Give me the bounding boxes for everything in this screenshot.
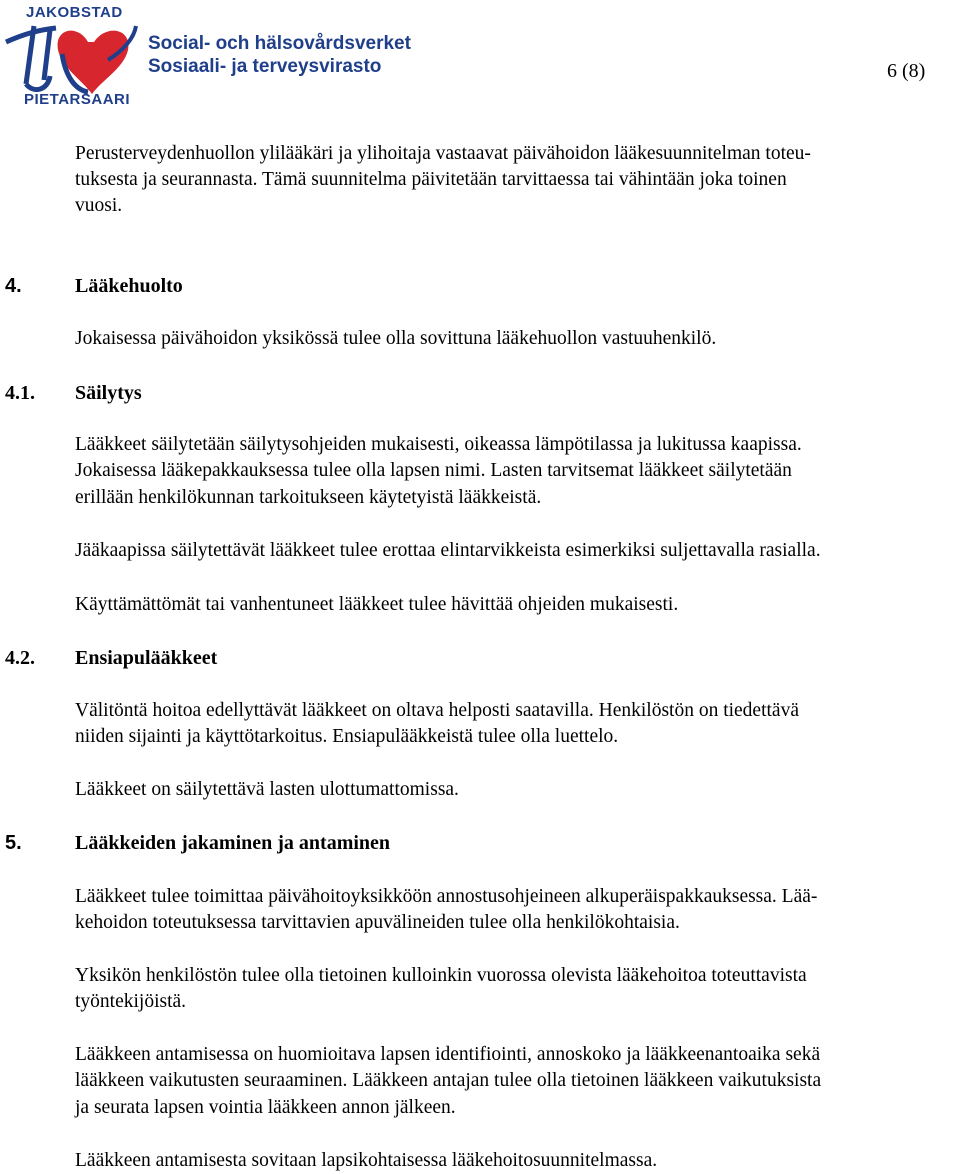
section-heading: Säilytys bbox=[75, 382, 142, 404]
section-heading: Ensiapulääkkeet bbox=[75, 647, 218, 669]
logo-emblem-icon bbox=[4, 20, 138, 98]
text-line: Lääkkeet tulee toimittaa päivähoitoyksikköön annostusohjeineen alkuperäispakkauksessa. Lää- bbox=[75, 886, 818, 907]
section-heading: Lääkkeiden jakaminen ja antaminen bbox=[75, 832, 391, 854]
section-number: 4.2. bbox=[5, 647, 35, 669]
logo-line-finnish: Sosiaali- ja terveysvirasto bbox=[148, 56, 382, 77]
logo-line-swedish: Social- och hälsovårdsverket bbox=[148, 33, 411, 54]
text-line: ja seurata lapsen vointia lääkkeen annon jälkeen. bbox=[75, 1097, 456, 1118]
text-line: Jokaisessa päivähoidon yksikössä tulee olla sovittuna lääkehuollon vastuuhenkilö. bbox=[75, 328, 717, 349]
text-line: Välitöntä hoitoa edellyttävät lääkkeet on oltava helposti saatavilla. Henkilöstön on tiedettävä bbox=[75, 700, 799, 721]
section-number: 4. bbox=[5, 275, 22, 297]
text-line: niiden sijainti ja käyttötarkoitus. Ensiapulääkkeistä tulee olla luettelo. bbox=[75, 726, 619, 747]
text-line: tuksesta ja seurannasta. Tämä suunnitelma päivitetään tarvittaessa tai vähintään joka toinen bbox=[75, 169, 787, 190]
text-line: Jokaisessa lääkepakkauksessa tulee olla lapsen nimi. Lasten tarvitsemat lääkkeet säilytetään bbox=[75, 460, 792, 481]
text-line: Käyttämättömät tai vanhentuneet lääkkeet tulee hävittää ohjeiden mukaisesti. bbox=[75, 594, 679, 615]
text-line: Yksikön henkilöstön tulee olla tietoinen kulloinkin vuorossa olevista lääkehoitoa toteuttavista bbox=[75, 965, 807, 986]
text-line: erillään henkilökunnan tarkoitukseen käytetyistä lääkkeistä. bbox=[75, 487, 542, 508]
text-line: Perusterveydenhuollon ylilääkäri ja ylihoitaja vastaavat päivähoidon lääkesuunnitelman toteu- bbox=[75, 143, 811, 164]
section-number: 5. bbox=[5, 832, 22, 854]
section-heading: Lääkehuolto bbox=[75, 275, 183, 297]
text-line: Jääkaapissa säilytettävät lääkkeet tulee erottaa elintarvikkeista esimerkiksi suljettavalla rasialla. bbox=[75, 540, 821, 561]
text-line: Lääkkeet säilytetään säilytysohjeiden mukaisesti, oikeassa lämpötilassa ja lukitussa kaapissa. bbox=[75, 434, 802, 455]
text-line: lääkkeen vaikutusten seuraaminen. Lääkkeen antajan tulee olla tietoinen lääkkeen vaikutuksista bbox=[75, 1070, 822, 1091]
section-number: 4.1. bbox=[5, 382, 35, 404]
text-line: Lääkkeen antamisesta sovitaan lapsikohtaisessa lääkehoitosuunnitelmassa. bbox=[75, 1150, 658, 1171]
page-number: 6 (8) bbox=[887, 60, 926, 82]
text-line: Lääkkeet on säilytettävä lasten ulottumattomissa. bbox=[75, 779, 459, 800]
logo-top-text: JAKOBSTAD bbox=[26, 4, 123, 21]
text-line: Lääkkeen antamisessa on huomioitava lapsen identifiointi, annoskoko ja lääkkeenantoaika sekä bbox=[75, 1044, 821, 1065]
logo-bottom-text: PIETARSAARI bbox=[24, 91, 131, 108]
text-line: työntekijöistä. bbox=[75, 991, 187, 1012]
text-line: vuosi. bbox=[75, 195, 123, 216]
text-line: kehoidon toteutuksessa tarvittavien apuvälineiden tulee olla henkilökohtaisia. bbox=[75, 912, 680, 933]
